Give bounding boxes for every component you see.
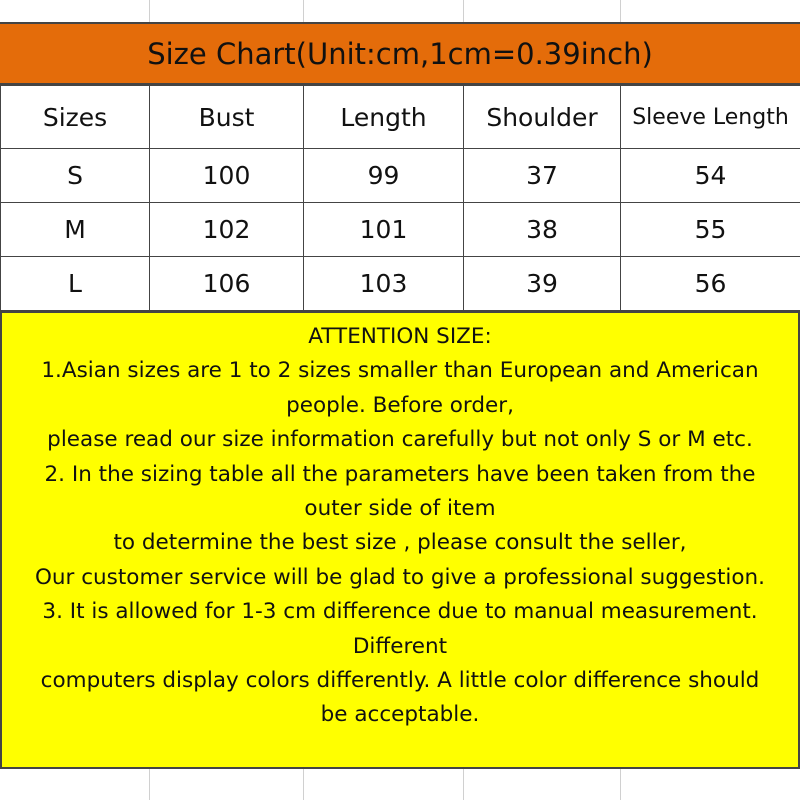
cell: 56 — [621, 257, 800, 311]
cell: 101 — [304, 203, 464, 257]
cell: 55 — [621, 203, 800, 257]
attention-note — [0, 311, 800, 769]
note-line: 3. It is allowed for 1-3 cm difference due to manual measurement. — [42, 599, 758, 625]
note-line: people. Before order, — [286, 392, 514, 418]
header-cell: Sleeve Length — [621, 86, 800, 149]
note-line: to determine the best size , please consult the seller, — [113, 530, 687, 556]
cell: 39 — [464, 257, 621, 311]
note-line: Our customer service will be glad to give a professional suggestion. — [35, 564, 765, 590]
table-row — [1, 203, 800, 257]
cell: L — [1, 257, 150, 311]
note-line: Different — [352, 633, 448, 659]
table-row — [1, 149, 800, 203]
cell: 38 — [464, 203, 621, 257]
note-line: ATTENTION SIZE: — [308, 324, 492, 349]
cell: M — [1, 203, 150, 257]
size-chart-title: Size Chart(Unit:cm,1cm=0.39inch) — [0, 22, 800, 85]
cell: 106 — [150, 257, 304, 311]
cell: S — [1, 149, 150, 203]
cell: 102 — [150, 203, 304, 257]
note-line: 2. In the sizing table all the parameters have been taken from the — [44, 461, 756, 487]
cell: 54 — [621, 149, 800, 203]
header-cell: Length — [304, 86, 464, 149]
note-line: 1.Asian sizes are 1 to 2 sizes smaller than European and American — [41, 358, 759, 384]
size-table — [0, 85, 800, 311]
note-line: outer side of item — [304, 496, 496, 522]
note-line: please read our size information carefully but not only S or M etc. — [47, 427, 753, 453]
cell: 103 — [304, 257, 464, 311]
cell: 37 — [464, 149, 621, 203]
table-row — [1, 257, 800, 311]
header-cell: Sizes — [1, 86, 150, 149]
header-row — [1, 86, 800, 149]
header-cell: Bust — [150, 86, 304, 149]
note-line: computers display colors differently. A little color difference should — [40, 668, 760, 694]
cell: 99 — [304, 149, 464, 203]
note-line: be acceptable. — [320, 702, 480, 728]
header-cell: Shoulder — [464, 86, 621, 149]
cell: 100 — [150, 149, 304, 203]
